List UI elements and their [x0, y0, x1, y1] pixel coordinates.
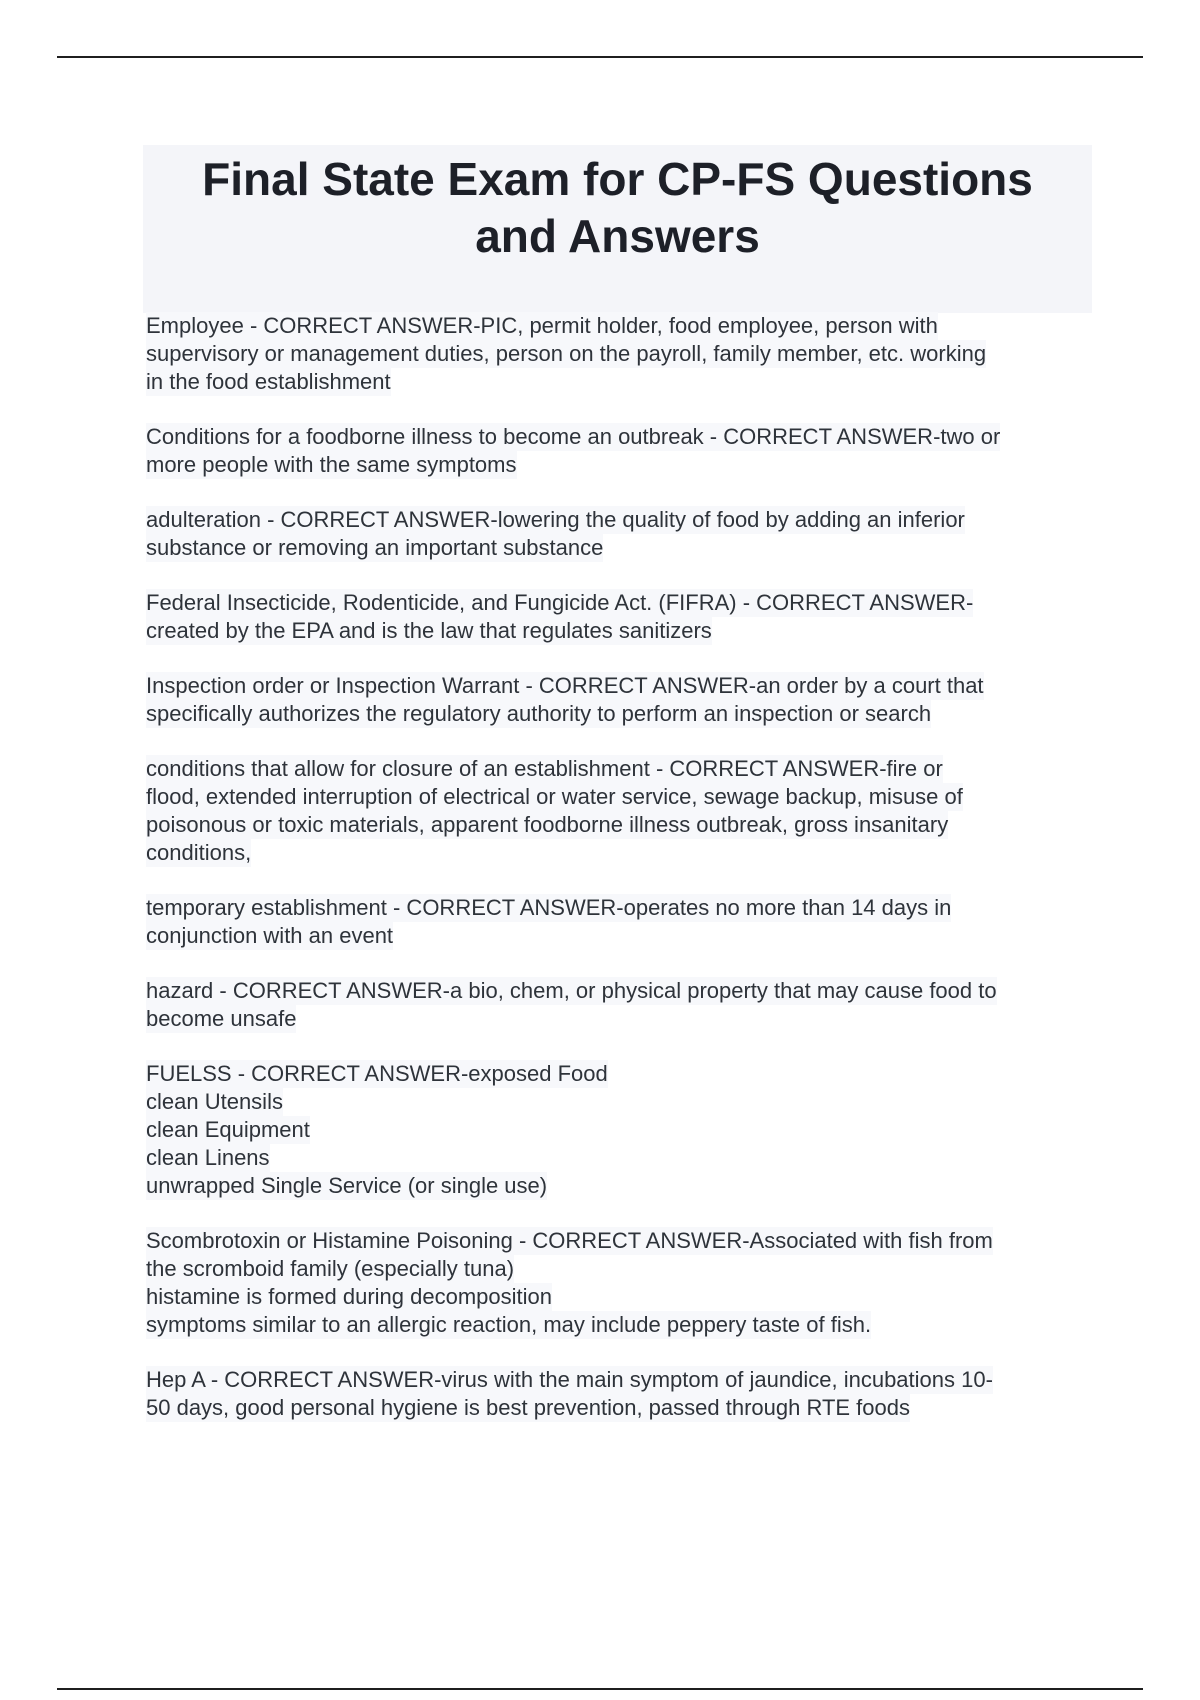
qa-item — [146, 589, 1096, 645]
qa-line: temporary establishment - CORRECT ANSWER-operates no more than 14 days in — [146, 895, 952, 920]
qa-line: conditions that allow for closure of an establishment - CORRECT ANSWER-fire or — [146, 756, 943, 781]
qa-line: the scromboid family (especially tuna) — [146, 1256, 515, 1281]
qa-line: in the food establishment — [146, 369, 391, 394]
qa-item — [146, 1366, 1096, 1422]
qa-line: conditions, — [146, 840, 252, 865]
qa-line: Scombrotoxin or Histamine Poisoning - CORRECT ANSWER-Associated with fish from — [146, 1228, 993, 1253]
qa-item — [146, 423, 1096, 479]
qa-line: clean Linens — [146, 1145, 270, 1170]
qa-line: FUELSS - CORRECT ANSWER-exposed Food — [146, 1061, 608, 1086]
qa-line: histamine is formed during decomposition — [146, 1284, 552, 1309]
qa-line: symptoms similar to an allergic reaction, may include peppery taste of fish. — [146, 1312, 872, 1337]
qa-item — [146, 312, 1096, 396]
top-rule — [57, 56, 1143, 58]
qa-line: hazard - CORRECT ANSWER-a bio, chem, or physical property that may cause food to — [146, 978, 997, 1003]
qa-line: 50 days, good personal hygiene is best prevention, passed through RTE foods — [146, 1395, 910, 1420]
qa-line: clean Equipment — [146, 1117, 310, 1142]
qa-line: unwrapped Single Service (or single use) — [146, 1173, 548, 1198]
qa-item — [146, 894, 1096, 950]
qa-line: more people with the same symptoms — [146, 452, 517, 477]
qa-item — [146, 977, 1096, 1033]
qa-line: poisonous or toxic materials, apparent foodborne illness outbreak, gross insanitary — [146, 812, 949, 837]
qa-item — [146, 755, 1096, 867]
title-banner — [143, 145, 1092, 313]
qa-line: adulteration - CORRECT ANSWER-lowering the quality of food by adding an inferior — [146, 507, 965, 532]
qa-line: conjunction with an event — [146, 923, 394, 948]
qa-line: Hep A - CORRECT ANSWER-virus with the main symptom of jaundice, incubations 10- — [146, 1367, 993, 1392]
qa-line: flood, extended interruption of electrical or water service, sewage backup, misuse of — [146, 784, 963, 809]
bottom-rule — [57, 1688, 1143, 1690]
qa-item — [146, 1227, 1096, 1339]
qa-line: substance or removing an important substance — [146, 535, 604, 560]
qa-line: Employee - CORRECT ANSWER-PIC, permit holder, food employee, person with — [146, 313, 938, 338]
qa-line: specifically authorizes the regulatory authority to perform an inspection or search — [146, 701, 932, 726]
qa-item — [146, 672, 1096, 728]
qa-list — [146, 312, 1096, 1449]
qa-line: supervisory or management duties, person on the payroll, family member, etc. working — [146, 341, 987, 366]
qa-line: clean Utensils — [146, 1089, 283, 1114]
qa-line: created by the EPA and is the law that regulates sanitizers — [146, 618, 712, 643]
page-title — [143, 145, 1092, 265]
qa-line: become unsafe — [146, 1006, 297, 1031]
qa-line: Inspection order or Inspection Warrant - CORRECT ANSWER-an order by a court that — [146, 673, 984, 698]
qa-line: Federal Insecticide, Rodenticide, and Fungicide Act. (FIFRA) - CORRECT ANSWER- — [146, 590, 974, 615]
qa-item — [146, 506, 1096, 562]
qa-line: Conditions for a foodborne illness to become an outbreak - CORRECT ANSWER-two or — [146, 424, 1001, 449]
page-title-line-2: and Answers — [475, 210, 760, 262]
page-title-line-1: Final State Exam for CP-FS Questions — [202, 153, 1033, 205]
qa-item — [146, 1060, 1096, 1200]
